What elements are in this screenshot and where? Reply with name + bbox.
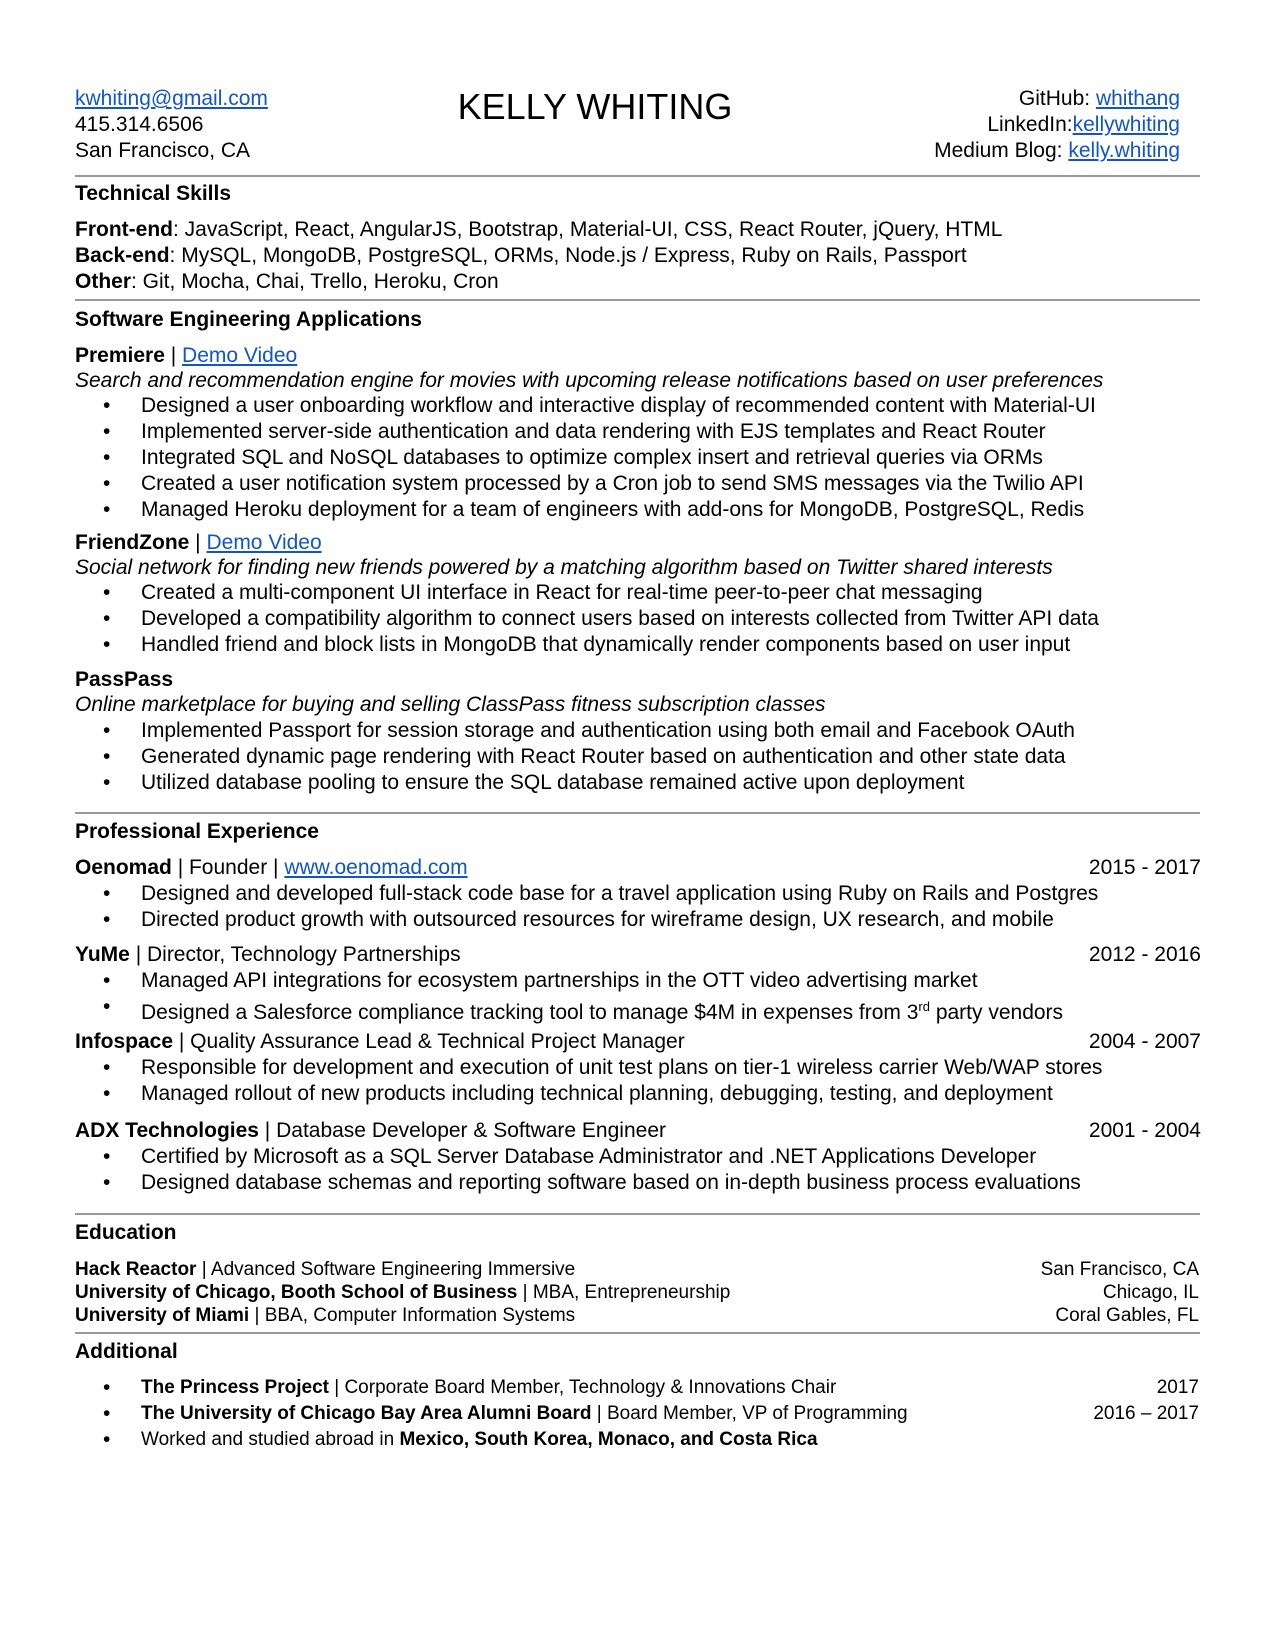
job-title-yume: YuMe | Director, Technology Partnerships — [75, 943, 461, 966]
profiles-block — [934, 86, 1180, 164]
job-dates: 2004 - 2007 — [1088, 1030, 1201, 1053]
job-title-oenomad: Oenomad | Founder | www.oenomad.com — [75, 856, 468, 879]
company-website-link[interactable]: www.oenomad.com — [284, 856, 468, 879]
section-title-education: Education — [75, 1221, 177, 1244]
project-description: Online marketplace for buying and selling ClassPass fitness subscription classes — [75, 693, 826, 716]
list-item: • Handled friend and block lists in MongoDB that dynamically render components based on user input — [75, 632, 1099, 658]
medium-link[interactable]: kelly.whiting — [1068, 139, 1180, 162]
list-item: • Designed a Salesforce compliance tracking tool to manage $4M in expenses from 3rd party vendors — [75, 994, 1063, 1026]
divider — [75, 1332, 1200, 1334]
job-dates: 2001 - 2004 — [1088, 1119, 1201, 1142]
list-item: • Created a multi-component UI interface in React for real-time peer-to-peer chat messaging — [75, 580, 1099, 606]
skill-row: Back-end: MySQL, MongoDB, PostgreSQL, ORMs, Node.js / Express, Ruby on Rails, Passport — [75, 244, 967, 267]
list-item: • Developed a compatibility algorithm to connect users based on interests collected from Twitter API data — [75, 606, 1099, 632]
list-item: • Worked and studied abroad in Mexico, South Korea, Monaco, and Costa Rica — [75, 1427, 1199, 1453]
divider — [75, 812, 1200, 814]
skills-list — [75, 217, 1002, 295]
job-dates: 2012 - 2016 — [1088, 943, 1201, 966]
phone: 415.314.6506 — [75, 113, 204, 136]
github-link[interactable]: whithang — [1095, 87, 1180, 110]
project-description: Search and recommendation engine for movies with upcoming release notifications based on user preferences — [75, 369, 1104, 392]
section-title-skills: Technical Skills — [75, 182, 232, 205]
education-row: University of Chicago, Booth School of Business | MBA, Entrepreneurship Chicago, IL — [75, 1282, 1199, 1303]
job-title-adx: ADX Technologies | Database Developer & Software Engineer — [75, 1119, 666, 1142]
project-description: Social network for finding new friends powered by a matching algorithm based on Twitter shared interests — [75, 556, 1053, 579]
skill-row: Front-end: JavaScript, React, AngularJS, Bootstrap, Material-UI, CSS, React Router, jQuery, HTML — [75, 218, 1003, 241]
list-item: • Directed product growth with outsourced resources for wireframe design, UX research, and mobile — [75, 907, 1098, 933]
linkedin-link[interactable]: kellywhiting — [1072, 113, 1180, 136]
list-item: • Designed a user onboarding workflow and interactive display of recommended content with Material-UI — [75, 393, 1096, 419]
list-item: • Managed rollout of new products including technical planning, debugging, testing, and deployment — [75, 1081, 1102, 1107]
linkedin-label: LinkedIn: — [987, 113, 1073, 136]
divider — [75, 299, 1200, 301]
demo-video-link[interactable]: Demo Video — [182, 344, 298, 367]
list-item: • Utilized database pooling to ensure the SQL database remained active upon deployment — [75, 770, 1075, 796]
github-label: GitHub: — [1018, 87, 1096, 110]
project-bullets — [75, 718, 1075, 796]
job-title-infospace: Infospace | Quality Assurance Lead & Technical Project Manager — [75, 1030, 685, 1053]
job-dates: 2015 - 2017 — [1088, 856, 1201, 879]
list-item: • Integrated SQL and NoSQL databases to optimize complex insert and retrieval queries via ORMs — [75, 445, 1096, 471]
list-item: • Managed API integrations for ecosystem partnerships in the OTT video advertising market — [75, 968, 1063, 994]
list-item: • Designed database schemas and reporting software based on in-depth business process evaluations — [75, 1170, 1081, 1196]
divider — [75, 175, 1200, 177]
section-title-experience: Professional Experience — [75, 820, 319, 843]
additional-list — [75, 1375, 1199, 1453]
divider — [75, 1213, 1200, 1215]
location: San Francisco, CA — [75, 139, 251, 162]
list-item: • The Princess Project | Corporate Board Member, Technology & Innovations Chair 2017 — [75, 1375, 1199, 1401]
list-item: • The University of Chicago Bay Area Alumni Board | Board Member, VP of Programming 2016 – 2017 — [75, 1401, 1199, 1427]
project-bullets — [75, 580, 1099, 658]
project-bullets — [75, 393, 1096, 523]
list-item: • Managed Heroku deployment for a team of engineers with add-ons for MongoDB, PostgreSQL, Redis — [75, 497, 1096, 523]
list-item: • Designed and developed full-stack code base for a travel application using Ruby on Rails and Postgres — [75, 881, 1098, 907]
project-title-passpass: PassPass — [75, 668, 174, 691]
education-row: Hack Reactor | Advanced Software Engineering Immersive San Francisco, CA — [75, 1259, 1199, 1280]
job-bullets — [75, 881, 1098, 933]
education-row: University of Miami | BBA, Computer Information Systems Coral Gables, FL — [75, 1305, 1199, 1326]
list-item: • Generated dynamic page rendering with React Router based on authentication and other state data — [75, 744, 1075, 770]
project-title-friendzone: FriendZone | Demo Video — [75, 531, 322, 554]
list-item: • Implemented server-side authentication and data rendering with EJS templates and React Router — [75, 419, 1096, 445]
job-bullets — [75, 968, 1063, 1026]
list-item: • Certified by Microsoft as a SQL Server Database Administrator and .NET Applications Developer — [75, 1144, 1081, 1170]
section-title-additional: Additional — [75, 1340, 178, 1363]
candidate-name: KELLY WHITING — [457, 86, 733, 127]
email-link[interactable]: kwhiting@gmail.com — [75, 87, 268, 110]
job-bullets — [75, 1055, 1102, 1107]
job-bullets — [75, 1144, 1081, 1196]
list-item: • Responsible for development and execution of unit test plans on tier-1 wireless carrier Web/WAP stores — [75, 1055, 1102, 1081]
demo-video-link[interactable]: Demo Video — [206, 531, 322, 554]
medium-label: Medium Blog: — [934, 139, 1069, 162]
list-item: • Implemented Passport for session storage and authentication using both email and Facebook OAuth — [75, 718, 1075, 744]
skill-row: Other: Git, Mocha, Chai, Trello, Heroku, Cron — [75, 270, 499, 293]
list-item: • Created a user notification system processed by a Cron job to send SMS messages via the Twilio API — [75, 471, 1096, 497]
education-list — [75, 1258, 1199, 1327]
section-title-applications: Software Engineering Applications — [75, 308, 422, 331]
project-title-premiere: Premiere | Demo Video — [75, 344, 298, 367]
